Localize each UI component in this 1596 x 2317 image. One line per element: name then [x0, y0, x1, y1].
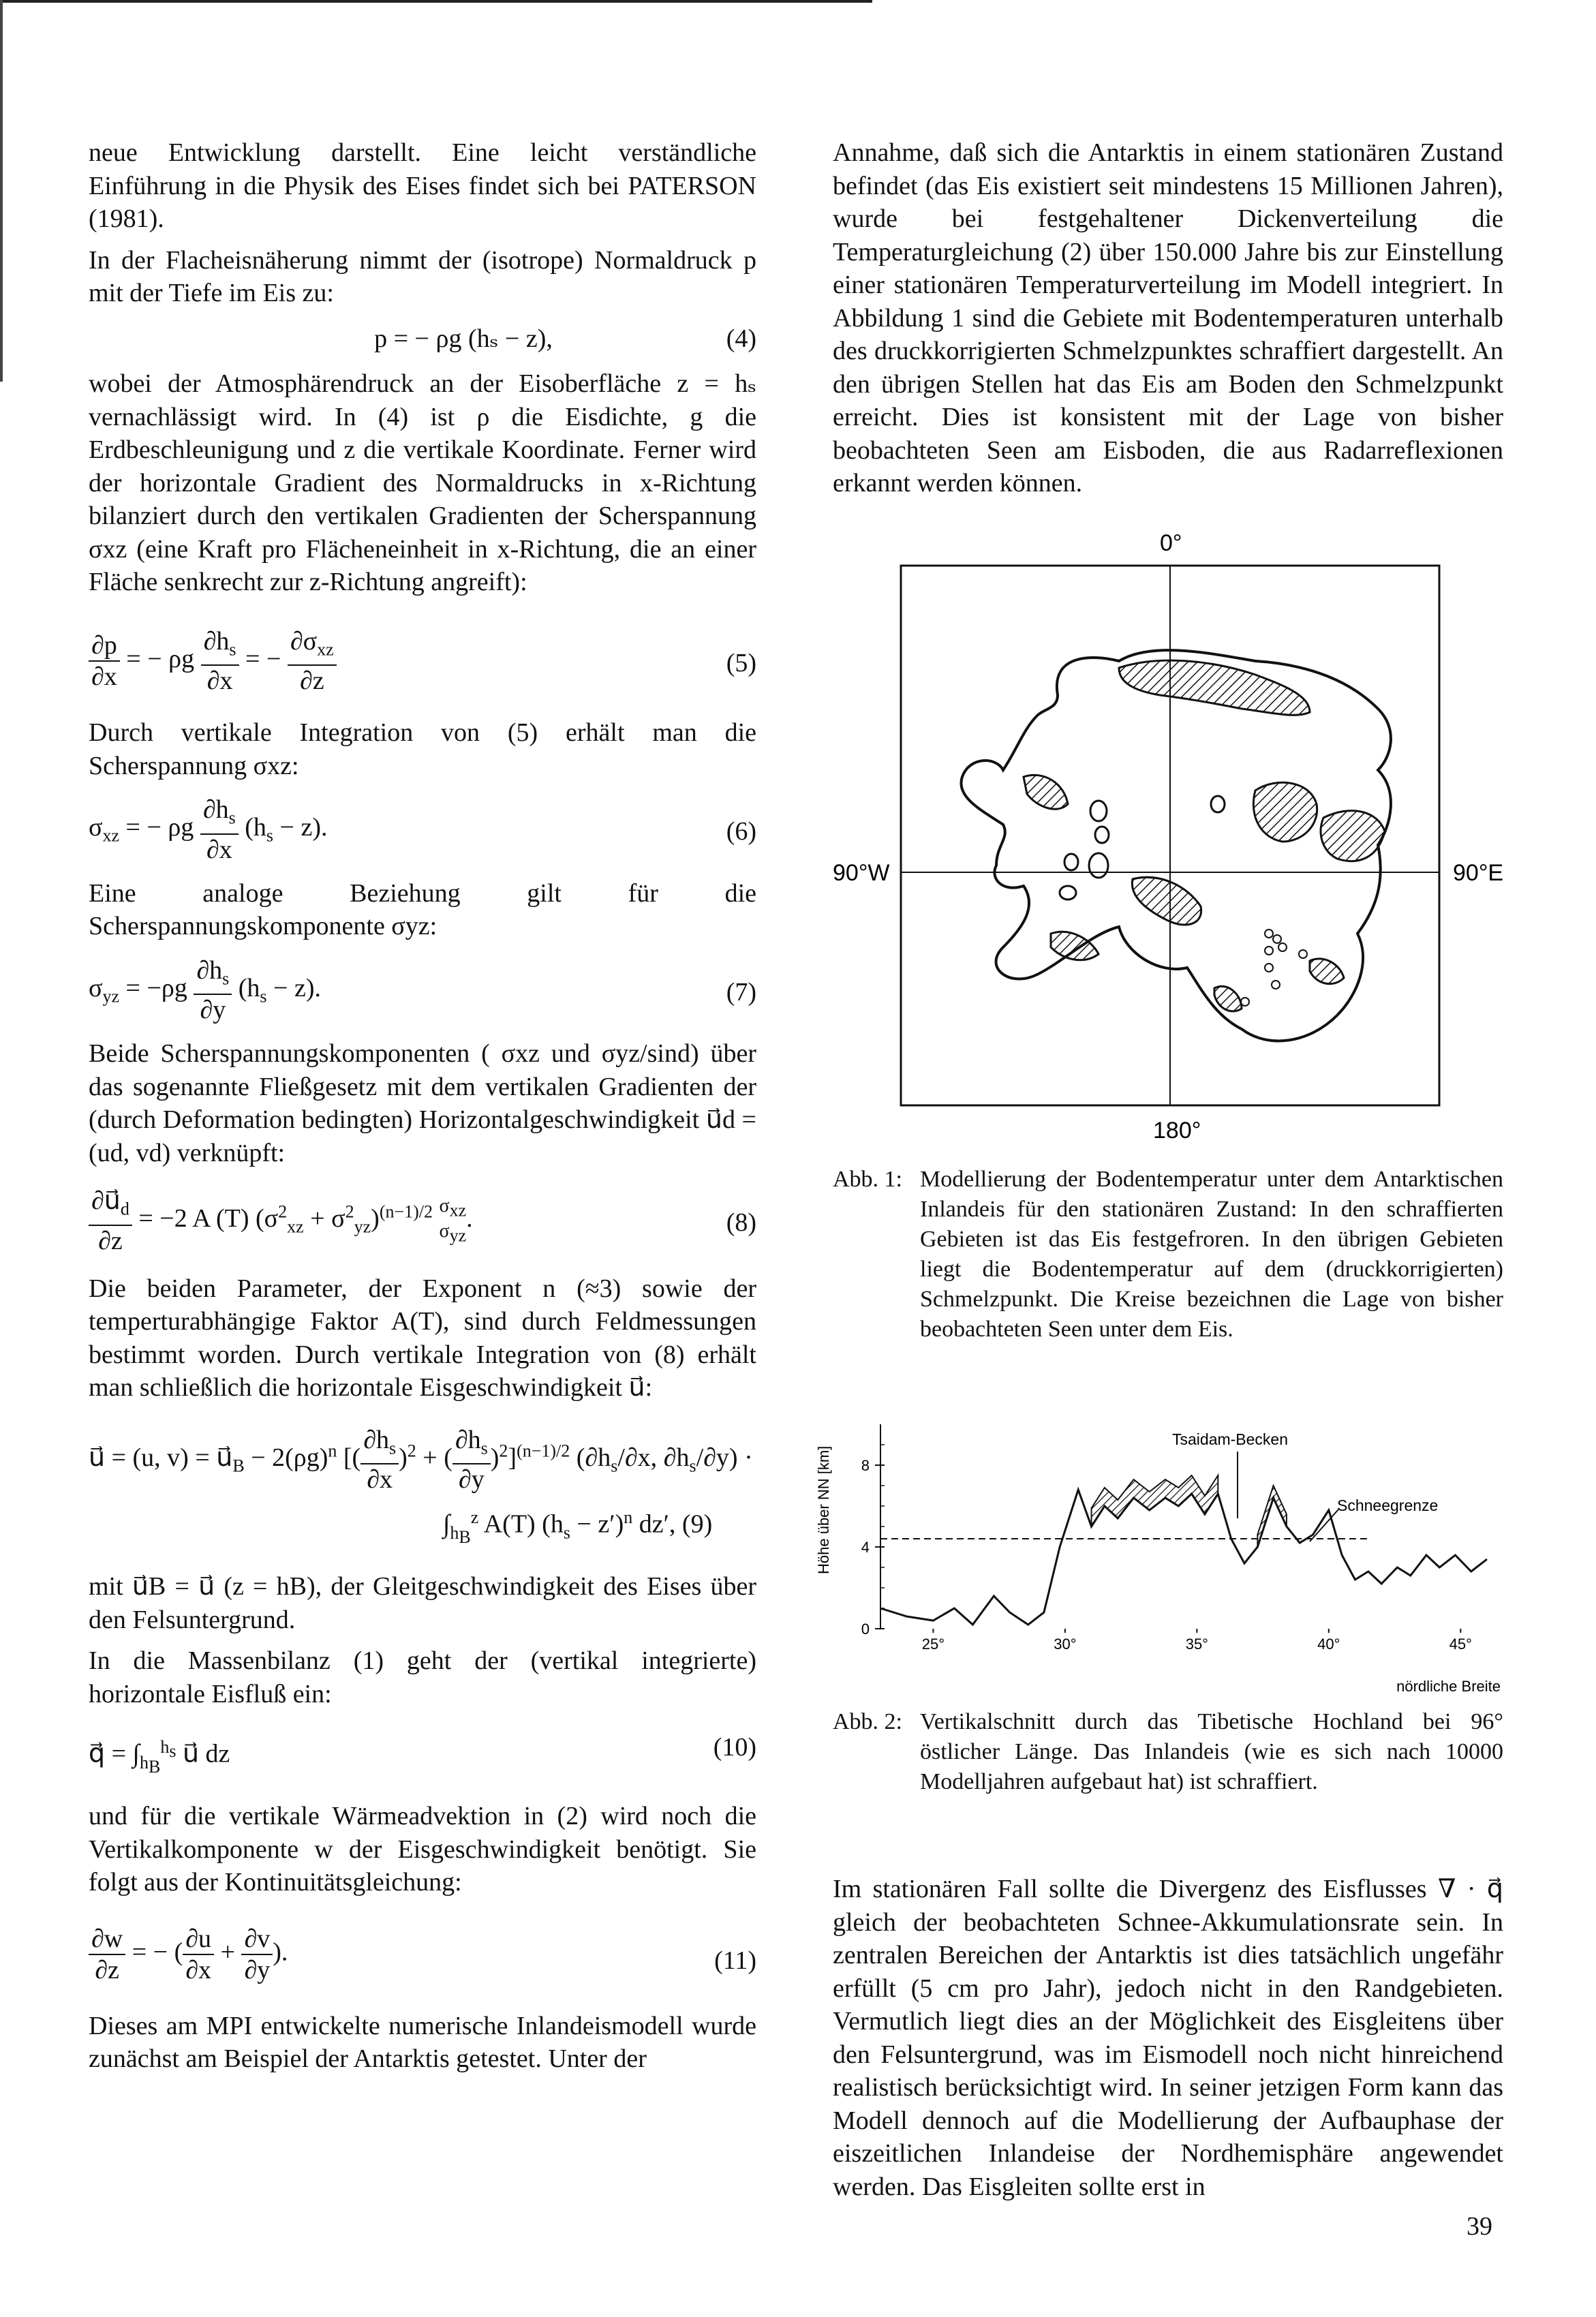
- paragraph: Annahme, daß sich die Antarktis in einem stationären Zustand befindet (das Eis existiert seit mindestens 15 Millionen Jahren), wurde bei festgehaltener Dickenverteilung die Temperaturgleichung (2) über 150.000 Jahre bis zur Einstellung einer stationären Temperaturverteilung im Modell integriert. In Abbildung 1 sind die Gebiete mit Bodentemperaturen unterhalb des druckkorrigierten Schmelzpunktes schraffiert dargestellt. An den übrigen Stellen hat das Eis am Boden den Schmelzpunkt erreicht. Dies ist konsistent mit der Lage von bisher beobachteten Seen am Eisboden, die aus Radarreflexionen erkannt werden können.: [833, 138, 1503, 497]
- paragraph: wobei der Atmosphärendruck an der Eisoberfläche z = hₛ vernachlässigt wird. In (4) ist ρ die Eisdichte, g die Erdbeschleunigung und z die vertikale Koordinate. Ferner wird der horizontale Gradient des Normaldrucks in x-Richtung bilanziert durch den vertikalen Gradienten der Scherspannung σxz (eine Kraft pro Flächeneinheit in x-Richtung, die an einer Fläche senkrecht zur z-Richtung angreift):: [89, 369, 756, 596]
- paragraph: Eine analoge Beziehung gilt für die Scherspannungskomponente σyz:: [89, 878, 756, 941]
- equation-7: $\sigma_{yz} = -\rho g$ $\frac{\partial h_s}{\partial y}$ $(h_s - z)$. (7): [89, 955, 756, 1025]
- right-column: [833, 136, 1503, 508]
- ice-area: [1092, 1475, 1218, 1526]
- map-label-right: 90°E: [1453, 860, 1504, 886]
- paragraph: Die beiden Parameter, der Exponent n (≈3) sowie der temperturabhängige Faktor A(T), sind durch Feldmessungen bestimmt worden. Durch vertikale Integration von (8) erhält man schließlich die horizontale Eisgeschwindigkeit u⃗:: [89, 1274, 756, 1402]
- left-edge-rule: [0, 0, 3, 382]
- caption-text: Vertikalschnitt durch das Tibetische Hochland bei 96° östlicher Länge. Das Inlandeis (wie es sich nach 10000 Modelljahren aufgebaut hat) ist schraffiert.: [920, 1709, 1503, 1794]
- map-label-bottom: 180°: [1153, 1118, 1201, 1144]
- figure-1-caption: [833, 1165, 1503, 1345]
- paragraph: Durch vertikale Integration von (5) erhält man die Scherspannung σxz:: [89, 718, 756, 780]
- x-tick-label: 30°: [1054, 1636, 1077, 1653]
- x-tick-label: 40°: [1317, 1636, 1340, 1653]
- lake-marker: [1060, 886, 1076, 900]
- right-column-lower: [833, 1873, 1503, 2211]
- left-column: [89, 136, 756, 2084]
- paragraph: In die Massenbilanz (1) geht der (vertikal integrierte) horizontale Eisfluß ein:: [89, 1646, 756, 1708]
- lake-marker: [1265, 964, 1273, 972]
- frozen-area: [1321, 811, 1385, 861]
- figure-2: [815, 1397, 1503, 1797]
- lake-marker: [1095, 827, 1109, 843]
- paragraph: und für die vertikale Wärmeadvektion in (2) wird noch die Vertikalkomponente w der Eisgeschwindigkeit benötigt. Sie folgt aus der Kontinuitätsgleichung:: [89, 1802, 756, 1897]
- caption-label: Abb. 2:: [833, 1709, 902, 1734]
- frozen-area: [1214, 986, 1242, 1011]
- frozen-area: [1132, 877, 1201, 925]
- annotation-tsaidam: Tsaidam-Becken: [1172, 1430, 1289, 1448]
- figure-2-caption: [833, 1707, 1503, 1797]
- lake-marker: [1272, 981, 1280, 989]
- paragraph: mit u⃗B = u⃗ (z = hB), der Gleitgeschwindigkeit des Eises über den Felsuntergrund.: [89, 1572, 756, 1634]
- lake-marker: [1265, 947, 1273, 955]
- top-edge-rule: [0, 0, 872, 3]
- frozen-area: [1310, 959, 1344, 984]
- equation-9: u⃗ = (u, $v) = u⃗_B - 2(\rho g)^n$ [( $\frac{\partial h_s}{\partial x}$ )$^2$ + ( $\frac{\partial h_s}{\partial y}$ )$^2$]$^{(n-1)/2}$ ($\partial h_s/\partial x$, $\partial h_s/\partial y$) · $\int_{h_B}^z$ A(T) $(h_s - z')^n$ dz′, (9): [89, 1425, 753, 1547]
- lake-marker: [1064, 854, 1078, 870]
- equation-11: $\frac{\partial w}{\partial z}$ = − ( $\frac{\partial u}{\partial x}$ + $\frac{\partial v}{\partial y}$ ). (11): [89, 1924, 756, 1985]
- x-tick-label: 25°: [921, 1636, 945, 1653]
- chart-axes: [861, 1424, 1472, 1653]
- equation-10: q⃗ = $\int_{h_B}^{h_s}$ u⃗ dz (10): [89, 1733, 756, 1777]
- equation-6: $\sigma_{xz}$ = − ρg $\frac{\partial h_s}{\partial x}$ $(h_s - z)$. (6): [89, 795, 756, 864]
- page-number: 39: [1467, 2212, 1492, 2241]
- equation-4: p = − ρg (hₛ − z), (4): [374, 324, 756, 353]
- paragraph: Dieses am MPI entwickelte numerische Inlandeismodell wurde zunächst am Beispiel der Antarktis getestet. Unter der: [89, 2011, 756, 2074]
- tibet-cross-section-chart: [815, 1397, 1503, 1697]
- caption-text: Modellierung der Bodentemperatur unter dem Antarktischen Inlandeis für den stationären Zustand: In den schraffierten Gebieten ist das Eis festgefroren. In den übrigen Gebieten liegt die Bodentemperatur auf dem (druckkorrigierten) Schmelzpunkt. Die Kreise bezeichnen die Lage von bisher beobachteten Seen unter dem Eis.: [920, 1167, 1503, 1342]
- lake-marker: [1090, 801, 1107, 821]
- paragraph: In der Flacheisnäherung nimmt der (isotrope) Normaldruck p mit der Tiefe im Eis zu:: [89, 245, 756, 307]
- lake-marker: [1278, 943, 1287, 951]
- lake-marker: [1241, 998, 1249, 1006]
- y-axis-label: Höhe über NN [km]: [815, 1445, 832, 1574]
- frozen-area: [1119, 660, 1310, 715]
- paragraph: Im stationären Fall sollte die Divergenz des Eisflusses ∇ · q⃗ gleich der beobachteten Schnee-Akkumulationsrate sein. In zentralen Bereichen der Antarktis ist dies tatsächlich ungefähr erfüllt (5 cm pro Jahr), jedoch nicht in den Randgebieten. Vermutlich liegt dies an der Möglichkeit des Eisgleitens über den Felsuntergrund, was im Eismodell noch nicht hinreichend realistisch berücksichtigt wird. In seiner jetzigen Form kann das Modell dennoch auf die Modellierung der Aufbauphase der eiszeitlichen Inlandeise der Nordhemisphäre angewendet werden. Das Eisgleiten sollte erst in: [833, 1875, 1503, 2201]
- figure-1: [833, 525, 1503, 1345]
- lake-marker: [1211, 796, 1225, 812]
- lake-marker: [1299, 950, 1307, 958]
- frozen-area: [1024, 775, 1068, 809]
- y-tick-label: 0: [861, 1621, 870, 1638]
- x-axis-label: nördliche Breite: [1396, 1678, 1501, 1695]
- lake-marker: [1273, 935, 1281, 943]
- map-label-left: 90°W: [833, 860, 890, 886]
- antarctica-map: [833, 525, 1503, 1152]
- x-tick-label: 45°: [1449, 1636, 1472, 1653]
- equation-8: $\frac{\partial u⃗_d}{\partial z}$ = −2 A (T) $(\sigma^2_{xz} + \sigma^2_{yz})^{(n-1)/2}$ $\sigma_{xz}$ $\sigma_{yz}$ . (8): [89, 1186, 756, 1256]
- paragraph: neue Entwicklung darstellt. Eine leicht verständliche Einführung in die Physik des Eises findet sich bei PATERSON (1981).: [89, 138, 756, 233]
- equation-5: $\frac{\partial p}{\partial x}$ = − ρg $\frac{\partial h_s}{\partial x}$ = − $\frac{\partial\sigma_{xz}}{\partial z}$ (5): [89, 626, 756, 696]
- lake-marker: [1089, 853, 1108, 878]
- annotation-schneegrenze: Schneegrenze: [1337, 1497, 1439, 1514]
- frozen-area: [1051, 932, 1099, 960]
- map-label-top: 0°: [1160, 530, 1182, 556]
- ice-sheet-hatched: [1092, 1475, 1287, 1547]
- paragraph: Beide Scherspannungskomponenten ( σxz und σyz/sind) über das sogenannte Fließgesetz mit dem vertikalen Gradienten der (durch Deformation bedingten) Horizontalgeschwindigkeit u⃗d = (ud, vd) verknüpft:: [89, 1039, 756, 1167]
- caption-label: Abb. 1:: [833, 1167, 902, 1192]
- frozen-area: [1253, 782, 1317, 842]
- x-tick-label: 35°: [1185, 1636, 1208, 1653]
- lake-marker: [1265, 930, 1273, 938]
- y-tick-label: 8: [861, 1457, 870, 1474]
- y-tick-label: 4: [861, 1539, 870, 1556]
